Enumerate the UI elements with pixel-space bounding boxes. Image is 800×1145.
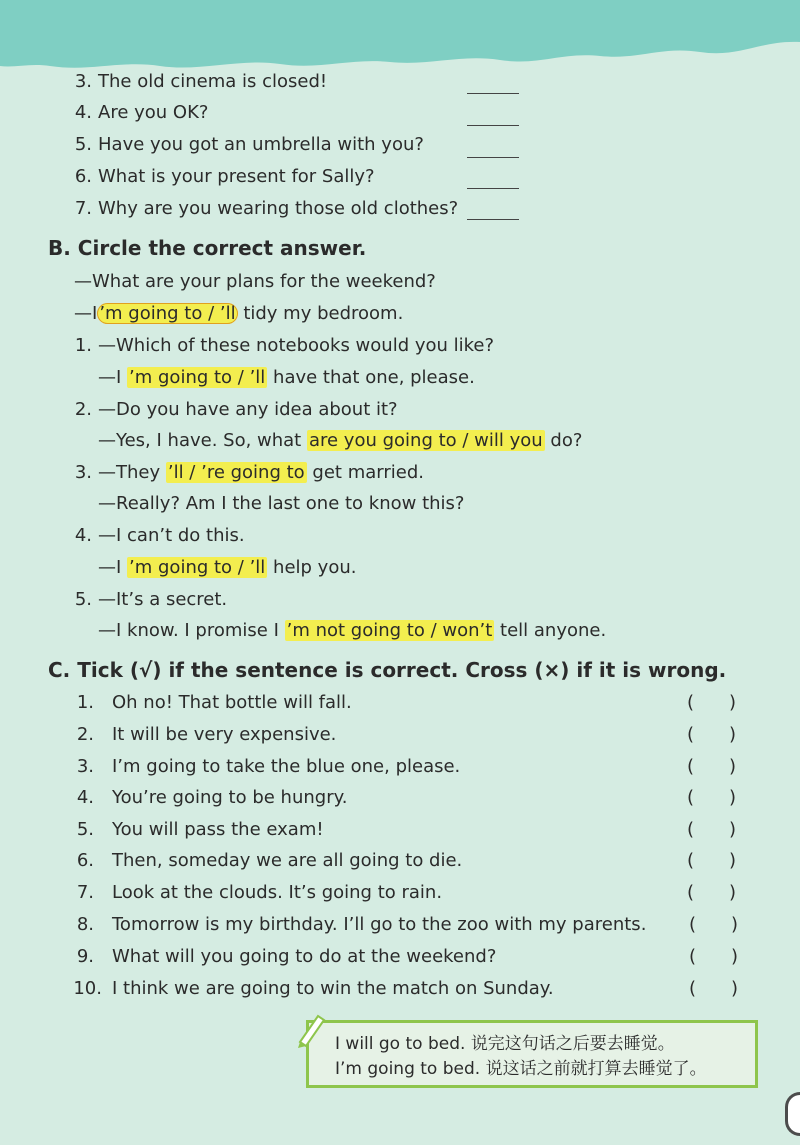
item-text: Look at the clouds. It’s going to rain. [112,882,443,903]
example-question: —What are your plans for the weekend? [74,271,436,292]
answer-paren-open: ( [687,819,695,840]
item-number: 1. [74,335,92,356]
pencil-icon [292,1010,328,1050]
item-text: What will you going to do at the weekend? [112,946,497,967]
item-question [98,461,424,485]
answer-blank[interactable] [467,157,519,158]
answer-paren-close: ) [731,978,739,999]
tip-line-1-english: I will go to bed. [335,1034,466,1054]
grammar-tip-box [306,1020,758,1088]
answer-prefix: —Yes, I have. So, what [98,430,307,451]
answer-paren-close: ) [729,787,737,808]
answer-paren-open: ( [687,724,695,745]
answer-paren-open: ( [687,756,695,777]
item-text: Are you OK? [98,102,209,123]
answer-prefix: —I [98,557,128,578]
answer-options[interactable]: ’m going to / ’ll [129,557,266,578]
item-number: 3. [74,462,92,483]
answer-paren-open: ( [689,946,697,967]
answer-paren-close: ) [729,882,737,903]
item-number: 5. [76,819,94,840]
answer-suffix: tell anyone. [494,620,607,641]
answer-paren-close: ) [731,946,739,967]
answer-paren-open: ( [689,978,697,999]
item-number: 1. [76,692,94,713]
tip-line-1-chinese: 说完这句话之后要去睡觉。 [470,1034,675,1054]
item-text: Then, someday we are all going to die. [112,850,463,871]
tip-line-2-english: I’m going to bed. [335,1059,481,1079]
answer-prefix: —I [74,303,98,324]
answer-options[interactable]: are you going to / will you [308,430,543,451]
item-text: You’re going to be hungry. [112,787,348,808]
question-options[interactable]: ’ll / ’re going to [167,462,305,483]
answer-options[interactable]: ’m not going to / won’t [286,620,493,641]
item-text: Tomorrow is my birthday. I’ll go to the zoo with my parents. [112,914,647,935]
item-number: 7. [76,882,94,903]
item-text: You will pass the exam! [112,819,324,840]
answer-paren-close: ) [731,914,739,935]
item-text: The old cinema is closed! [98,71,328,92]
answer-suffix: have that one, please. [267,367,475,388]
answer-paren-close: ) [729,724,737,745]
answer-blank[interactable] [467,93,519,94]
item-answer [98,366,475,390]
item-number: 2. [76,724,94,745]
answer-blank[interactable] [467,219,519,220]
item-answer [98,556,356,580]
item-text: Why are you wearing those old clothes? [98,198,459,219]
section-b-heading: B. Circle the correct answer. [48,236,367,260]
example-answer [74,302,403,326]
page-number-tab [785,1092,800,1136]
item-answer [98,429,582,453]
item-number: 8. [76,914,94,935]
item-question: —Do you have any idea about it? [98,399,398,420]
item-text: It will be very expensive. [112,724,337,745]
answer-paren-close: ) [729,756,737,777]
item-number: 2. [74,399,92,420]
item-number: 3. [74,71,92,92]
item-question: —I can’t do this. [98,525,245,546]
item-number: 3. [76,756,94,777]
item-text: I’m going to take the blue one, please. [112,756,461,777]
item-text: What is your present for Sally? [98,166,375,187]
item-question: —Which of these notebooks would you like? [98,335,495,356]
answer-prefix: —I [98,367,128,388]
question-suffix: get married. [306,462,424,483]
answer-paren-open: ( [687,787,695,808]
item-question: —It’s a secret. [98,589,228,610]
answer-options-circled[interactable]: ’m going to / ’ll [99,303,236,324]
item-number: 9. [76,946,94,967]
answer-blank[interactable] [467,125,519,126]
item-text: Have you got an umbrella with you? [98,134,424,155]
answer-suffix: do? [544,430,583,451]
item-number: 4. [76,787,94,808]
item-number: 10. [73,978,102,999]
item-number: 4. [74,102,92,123]
question-prefix: —They [98,462,166,483]
tip-line-2-chinese: 说这话之前就打算去睡觉了。 [485,1059,707,1079]
answer-paren-close: ) [729,819,737,840]
item-number: 5. [74,589,92,610]
item-number: 6. [76,850,94,871]
item-answer: —Really? Am I the last one to know this? [98,493,465,514]
answer-options[interactable]: ’m going to / ’ll [129,367,266,388]
answer-paren-open: ( [687,850,695,871]
answer-paren-open: ( [687,882,695,903]
item-answer [98,619,606,643]
tip-line-1 [335,1033,675,1055]
item-number: 5. [74,134,92,155]
answer-prefix: —I know. I promise I [98,620,285,641]
item-number: 6. [74,166,92,187]
answer-paren-open: ( [689,914,697,935]
item-number: 4. [74,525,92,546]
answer-paren-close: ) [729,692,737,713]
item-text: Oh no! That bottle will fall. [112,692,352,713]
answer-paren-open: ( [687,692,695,713]
item-text: I think we are going to win the match on Sunday. [112,978,554,999]
answer-suffix: tidy my bedroom. [237,303,404,324]
answer-suffix: help you. [267,557,357,578]
answer-paren-close: ) [729,850,737,871]
answer-blank[interactable] [467,188,519,189]
section-c-heading: C. Tick (√) if the sentence is correct. Cross (×) if it is wrong. [48,658,727,682]
tip-line-2 [335,1058,707,1080]
item-number: 7. [74,198,92,219]
